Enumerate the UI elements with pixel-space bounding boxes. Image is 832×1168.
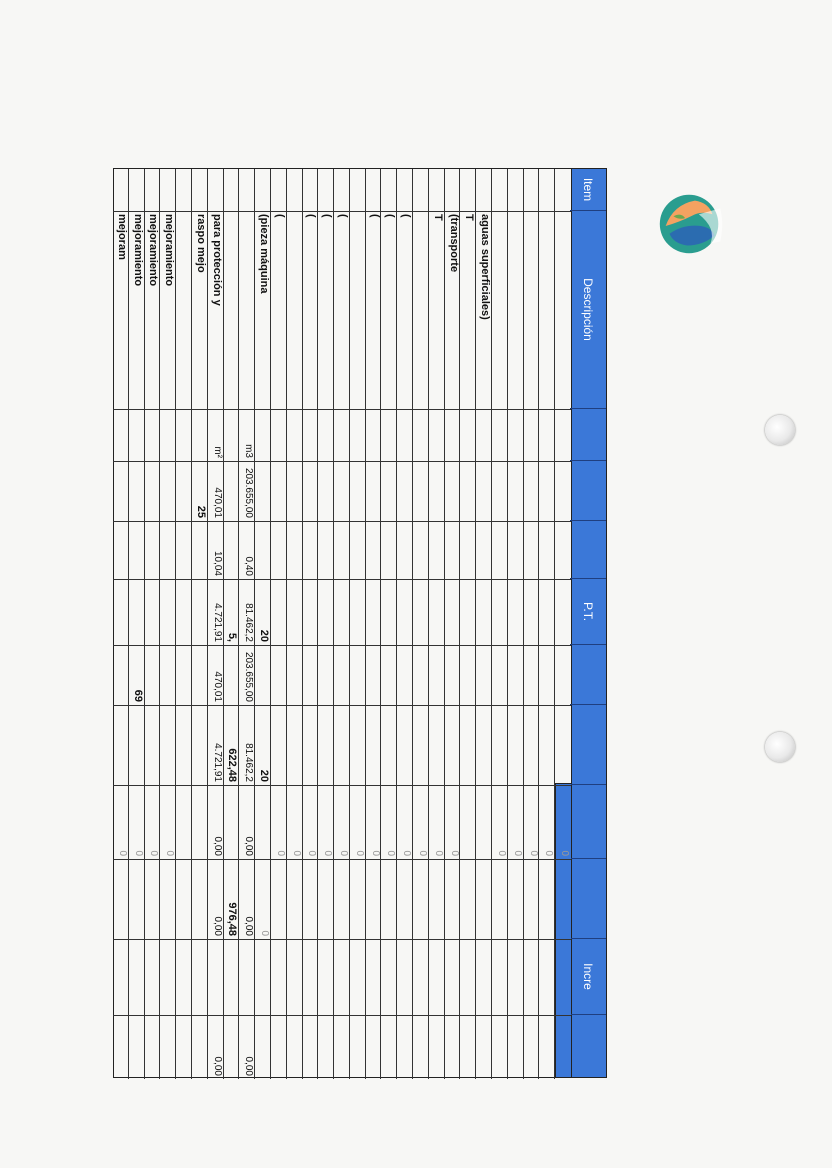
cell-c3: 0 <box>148 850 160 856</box>
punch-hole-top <box>765 415 795 445</box>
cell-descripcion: ( <box>384 214 397 218</box>
cell-c5: 0,00 <box>243 1056 255 1076</box>
cell-c3: 0 <box>559 850 571 856</box>
row-divider <box>223 169 224 1079</box>
row-divider <box>475 169 476 1079</box>
cell-c3: 0 <box>416 850 428 856</box>
cell-c3: 0 <box>322 850 334 856</box>
row-divider <box>159 169 160 1079</box>
cell-descripcion: ( <box>368 214 381 218</box>
row-divider <box>554 169 555 1079</box>
row-divider <box>444 169 445 1079</box>
cell-unit: m3 <box>243 444 255 458</box>
cell-descripcion: aguas superficiales) <box>479 214 492 320</box>
cell-descripcion: mejoramiento <box>163 214 176 287</box>
cell-pu: 10,04 <box>211 550 223 576</box>
column-divider <box>113 521 571 522</box>
row-divider <box>459 169 460 1079</box>
row-divider <box>317 169 318 1079</box>
cell-qty: 25 <box>194 505 207 518</box>
row-divider <box>144 169 145 1079</box>
header-unit <box>570 409 606 461</box>
row-divider <box>491 169 492 1079</box>
cell-descripcion: ( <box>305 214 318 218</box>
cell-c3: 0 <box>164 850 176 856</box>
cell-c3: 0 <box>527 850 539 856</box>
cell-descripcion: (pieza máquina <box>258 214 271 294</box>
row-divider <box>507 169 508 1079</box>
row-divider <box>175 169 176 1079</box>
cell-c3: 0 <box>116 850 128 856</box>
row-divider <box>207 169 208 1079</box>
cell-c1: 69 <box>131 689 144 702</box>
cell-c3: 0 <box>432 850 444 856</box>
header-pt: P.T. <box>570 579 606 645</box>
cell-c3: 0 <box>543 850 555 856</box>
cell-pt: 5, <box>226 632 239 642</box>
column-divider <box>113 645 571 646</box>
cell-descripcion: para protección y <box>210 214 223 306</box>
company-logo <box>652 185 730 263</box>
cell-c3: 0 <box>448 850 460 856</box>
punch-hole-bottom <box>765 732 795 762</box>
cell-descripcion: T <box>463 214 476 221</box>
cell-c3: 0 <box>132 850 144 856</box>
header-c5 <box>570 1015 606 1079</box>
cell-pu: 0,40 <box>243 556 255 576</box>
row-divider <box>396 169 397 1079</box>
cell-c5: 0,00 <box>211 1056 223 1076</box>
cell-c3: 0,00 <box>243 836 255 856</box>
header-c2 <box>570 705 606 785</box>
row-divider <box>380 169 381 1079</box>
cell-pt: 4.721,91 <box>211 603 223 642</box>
column-divider <box>113 211 571 212</box>
column-divider <box>113 461 571 462</box>
header-descripcion: Descripción <box>570 211 606 409</box>
cell-c3: 0 <box>338 850 349 856</box>
cell-c2: 622,48 <box>226 748 239 782</box>
row-divider <box>523 169 524 1079</box>
cell-c3: 0 <box>274 850 286 856</box>
cell-c3: 0 <box>369 850 381 856</box>
row-divider <box>538 169 539 1079</box>
row-divider <box>333 169 334 1079</box>
cell-descripcion: mejoramiento <box>147 214 160 287</box>
cell-descripcion: ( <box>321 214 334 218</box>
cell-c3: 0,00 <box>211 836 223 856</box>
header-qty <box>570 461 606 521</box>
column-divider <box>113 705 571 706</box>
cell-c2: 81.462,2 <box>243 743 255 782</box>
cell-c3: 0 <box>306 850 318 856</box>
header-pu <box>570 521 606 579</box>
row-divider <box>412 169 413 1079</box>
cell-c3: 0 <box>495 850 507 856</box>
cell-descripcion: T <box>431 214 444 221</box>
row-divider <box>238 169 239 1079</box>
cell-pt: 81.462,2 <box>243 603 255 642</box>
cell-descripcion: raspo mejo <box>194 214 207 273</box>
row-divider <box>302 169 303 1079</box>
row-divider <box>128 169 129 1079</box>
header-c3 <box>570 785 606 859</box>
header-incre: Incre <box>570 939 606 1015</box>
cell-descripcion: ( <box>400 214 413 218</box>
row-divider <box>191 169 192 1079</box>
cell-qty: 203.655,00 <box>243 467 255 518</box>
row-divider <box>286 169 287 1079</box>
cell-c2: 4.721,91 <box>211 743 223 782</box>
cell-c3: 0 <box>353 850 365 856</box>
cell-c1: 203.655,00 <box>243 651 255 702</box>
column-divider <box>113 1015 571 1016</box>
row-divider <box>349 169 350 1079</box>
cell-unit: m² <box>211 446 223 458</box>
column-divider <box>113 785 571 786</box>
cell-descripcion: mejoram <box>115 214 128 260</box>
cell-c2: 20 <box>258 769 271 782</box>
cell-descripcion: ( <box>273 214 286 218</box>
cell-pt: 20 <box>258 629 271 642</box>
cell-descripcion: mejoramiento <box>131 214 144 287</box>
cell-descripcion: (transporte <box>447 214 460 273</box>
cell-c4: 0 <box>259 930 271 936</box>
table-header <box>571 168 607 1078</box>
cell-c3: 0 <box>401 850 413 856</box>
table-body <box>113 168 571 1078</box>
cell-c3: 0 <box>511 850 523 856</box>
cell-c1: 470,01 <box>211 671 223 702</box>
row-divider <box>254 169 255 1079</box>
column-divider <box>113 579 571 580</box>
cell-c3: 0 <box>385 850 397 856</box>
row-divider <box>428 169 429 1079</box>
cell-c4: 0,00 <box>243 916 255 936</box>
header-c1 <box>570 645 606 705</box>
cell-descripcion: ( <box>337 214 349 218</box>
cell-qty: 470,01 <box>211 487 223 518</box>
header-c4 <box>570 859 606 939</box>
rotated-table-sheet <box>113 168 607 1078</box>
cell-c3: 0 <box>290 850 302 856</box>
row-divider <box>365 169 366 1079</box>
column-divider <box>113 859 571 860</box>
header-item: Item <box>570 169 606 211</box>
column-divider <box>113 409 571 410</box>
cell-c4: 976,48 <box>226 902 239 936</box>
cell-c4: 0,00 <box>211 916 223 936</box>
column-divider <box>113 939 571 940</box>
row-divider <box>270 169 271 1079</box>
